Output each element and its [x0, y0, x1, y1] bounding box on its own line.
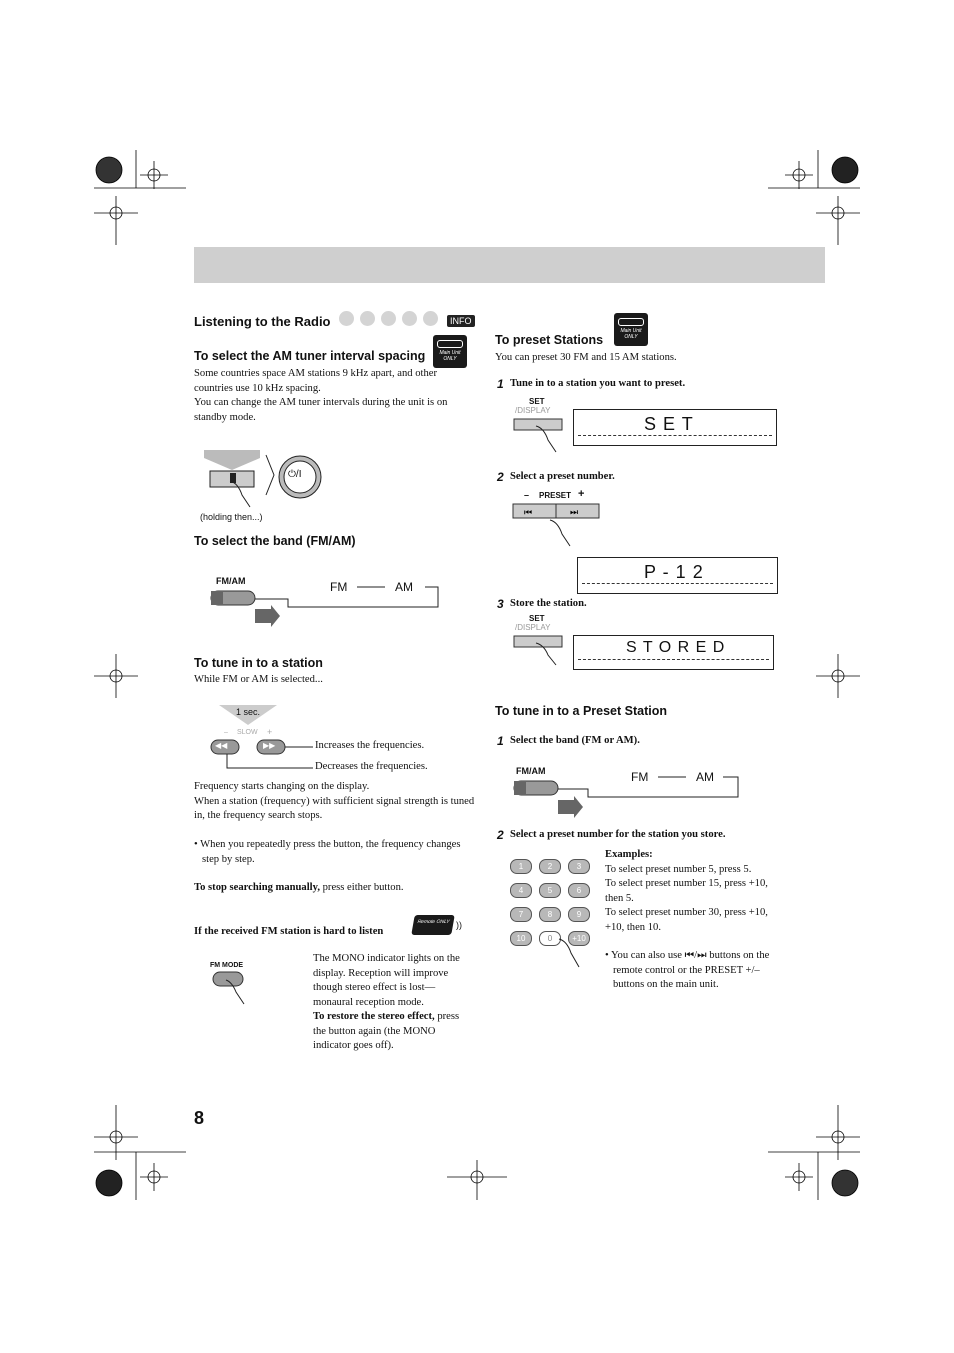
key-3[interactable]: 3	[568, 859, 590, 874]
set-button-2	[512, 633, 572, 669]
main-unit-only-icon: Main Unit ONLY	[433, 335, 467, 368]
header-banner	[194, 247, 825, 283]
svg-text:⏭: ⏭	[570, 507, 579, 517]
preset-step2-text: Select a preset number.	[510, 471, 615, 482]
plus-label: +	[267, 727, 273, 737]
fm-mode-button	[208, 970, 258, 1005]
preset-subtitle: You can preset 30 FM and 15 AM stations.	[495, 352, 677, 363]
lcd-set: S E T	[573, 409, 777, 446]
fast-forward-icon: ▶▶	[263, 741, 276, 750]
pressing-finger	[555, 935, 595, 973]
preset-step3-num: 3	[497, 597, 504, 611]
svg-text:⏮: ⏮	[524, 507, 533, 517]
band-am: AM	[395, 580, 413, 594]
key-10[interactable]: 10	[510, 931, 532, 946]
signal-icon: ))	[456, 920, 462, 930]
slow-label: SLOW	[237, 729, 258, 736]
info-badge: INFO	[447, 315, 475, 327]
band-title: To select the band (FM/AM)	[194, 534, 356, 548]
am-interval-text: Some countries space AM stations 9 kHz apart, and other countries use 10 kHz spacing. You can change the AM tuner intervals during the unit is on standby mode.	[194, 368, 448, 423]
band-fm: FM	[330, 580, 348, 594]
key-1[interactable]: 1	[510, 859, 532, 874]
fm-hard-text: The MONO indicator lights on the display. Reception will improve though stereo effect is lost—monaural reception mode. To restore the stereo effect, press the button again (the MONO indicator goes off).	[313, 953, 460, 1051]
set-label-1: SET	[529, 397, 545, 406]
preset-title: To preset Stations	[495, 333, 604, 347]
tune-preset-step2-text: Select a preset number for the station you store.	[510, 829, 726, 840]
display-label-1: /DISPLAY	[515, 406, 551, 415]
remote-only-icon: Remote ONLY	[411, 915, 455, 935]
preset-step2-num: 2	[497, 470, 504, 484]
key-4[interactable]: 4	[510, 883, 532, 898]
tune-paragraph: Frequency starts changing on the display. When a station (frequency) with sufficient signal strength is tuned in, the frequency search stops.	[194, 781, 475, 821]
one-sec-label: 1 sec.	[236, 707, 261, 717]
fm-am-button-label-2: FM/AM	[516, 766, 546, 776]
key-2[interactable]: 2	[539, 859, 561, 874]
key-5[interactable]: 5	[539, 883, 561, 898]
preset-buttons	[510, 502, 605, 550]
section-header	[194, 311, 479, 331]
lcd-p12: P - 1 2	[577, 557, 778, 594]
band-am-2: AM	[696, 770, 714, 784]
am-interval-title: To select the AM tuner interval spacing	[194, 349, 426, 363]
minus-label: –	[224, 729, 228, 736]
preset-label: PRESET	[539, 491, 572, 500]
rewind-icon: ◀◀	[215, 741, 228, 750]
display-label-2: /DISPLAY	[515, 623, 551, 632]
tune-preset-title: To tune in to a Preset Station	[495, 704, 668, 718]
tune-bullet: • When you repeatedly press the button, the frequency changes step by step.	[194, 839, 461, 865]
key-0[interactable]: 0	[539, 931, 561, 946]
preset-step1-text: Tune in to a station you want to preset.	[510, 378, 686, 389]
band-fm-2: FM	[631, 770, 649, 784]
key-7[interactable]: 7	[510, 907, 532, 922]
fm-hard-title: If the received FM station is hard to listen	[194, 926, 384, 937]
preset-plus: +	[578, 488, 585, 500]
tune-preset-step1-text: Select the band (FM or AM).	[510, 735, 640, 746]
stop-search-text: To stop searching manually, press either button.	[194, 882, 404, 893]
fm-am-button-label: FM/AM	[216, 576, 246, 586]
key-plus10[interactable]: +10	[568, 931, 590, 946]
set-button-1	[512, 416, 572, 456]
examples-block: Examples: To select preset number 5, press 5. To select preset number 15, press +10, then 5. To select preset number 30, press +10, +10, then 10.	[605, 849, 768, 933]
preset-minus: –	[524, 490, 530, 500]
page-number: 8	[194, 1108, 205, 1128]
tune-subtitle: While FM or AM is selected...	[194, 674, 323, 685]
tune-preset-step2-num: 2	[497, 828, 504, 842]
holding-caption: (holding then...)	[200, 512, 263, 522]
standby-illustration	[200, 445, 330, 515]
key-9[interactable]: 9	[568, 907, 590, 922]
main-unit-only-icon-2: Main Unit ONLY	[614, 313, 648, 346]
preset-step3-text: Store the station.	[510, 598, 587, 609]
decrease-text: Decreases the frequencies.	[315, 761, 428, 772]
remote-tip: • You can also use ⏮/⏭ buttons on the remote control or the PRESET +/– buttons on the main unit.	[605, 950, 770, 990]
fm-mode-label: FM MODE	[210, 962, 244, 969]
tune-title: To tune in to a station	[194, 656, 323, 670]
increase-text: Increases the frequencies.	[315, 740, 425, 751]
set-label-2: SET	[529, 614, 545, 623]
key-8[interactable]: 8	[539, 907, 561, 922]
preset-step1-num: 1	[497, 377, 504, 391]
section-title: Listening to the Radio	[194, 314, 331, 329]
lcd-stored: S T O R E D	[573, 635, 774, 670]
key-6[interactable]: 6	[568, 883, 590, 898]
power-symbol: ⏻/I	[288, 469, 302, 480]
tune-preset-step1-num: 1	[497, 734, 504, 748]
